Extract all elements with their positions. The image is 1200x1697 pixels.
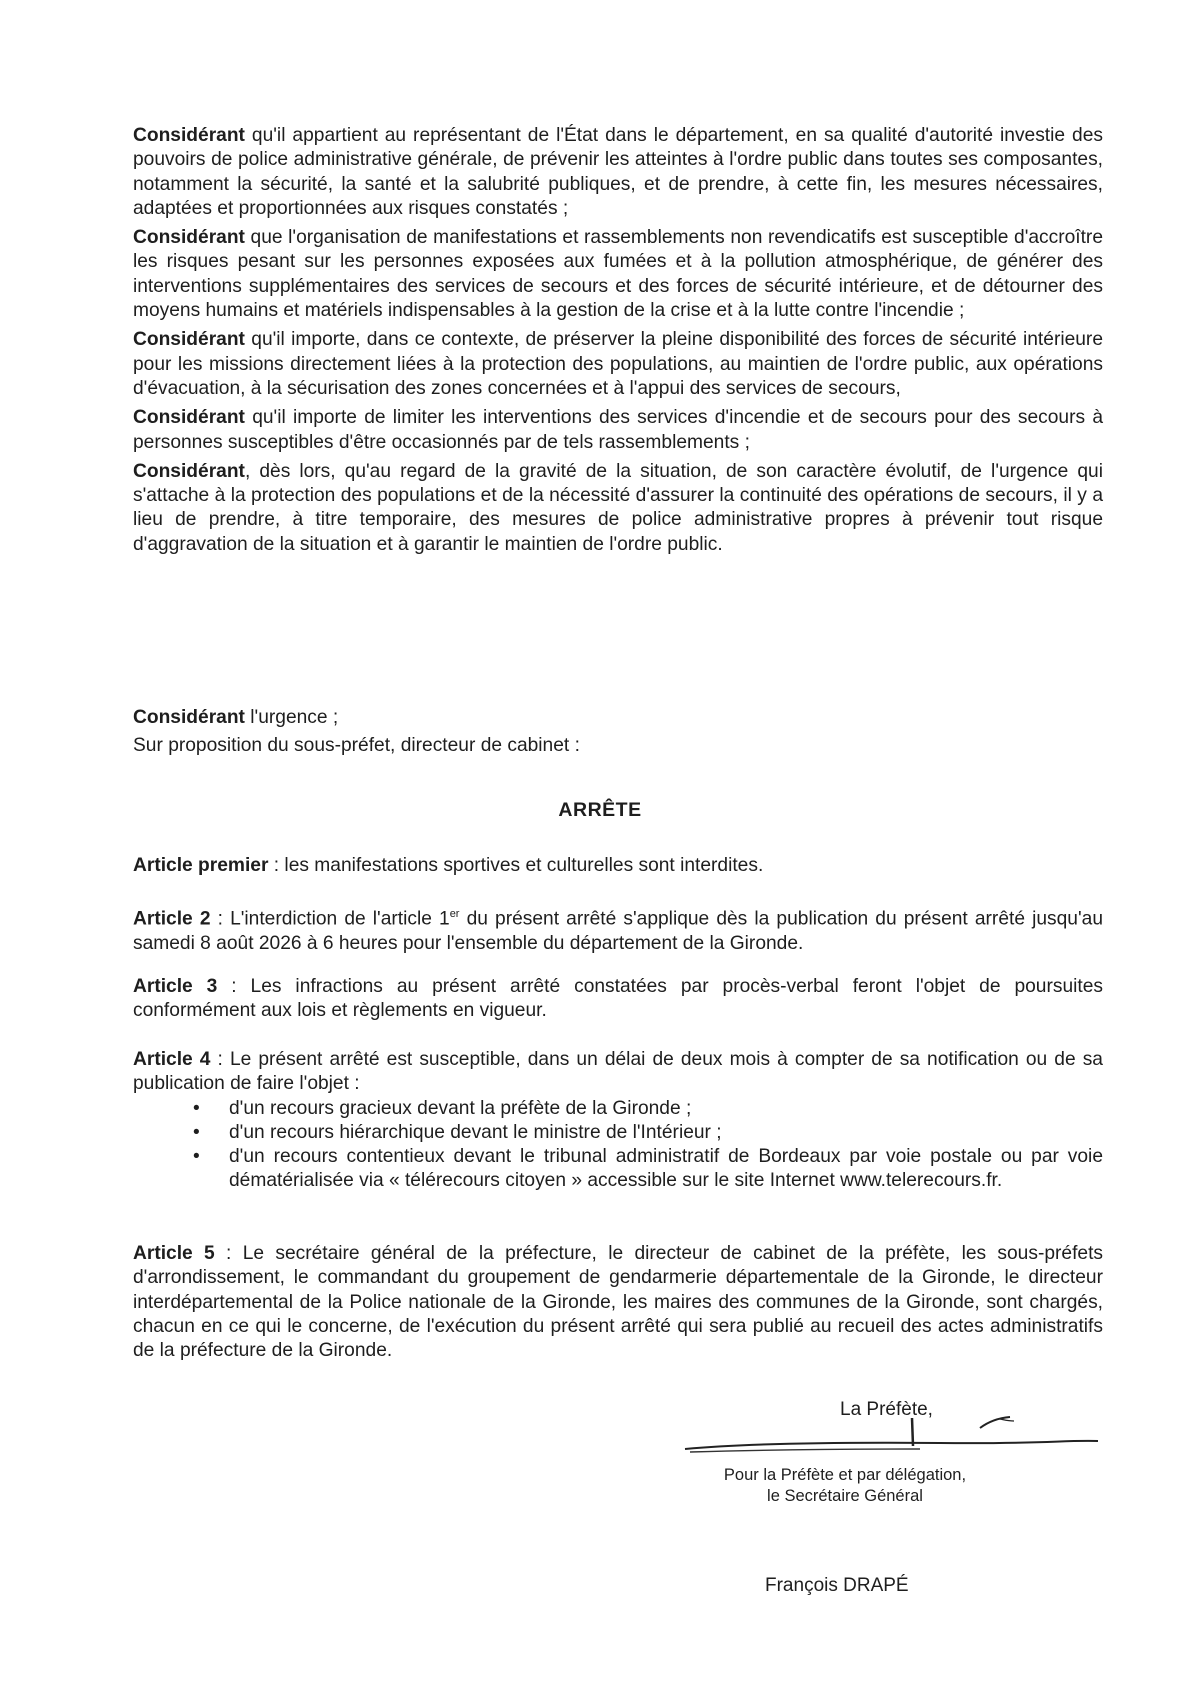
list-item: • d'un recours hiérarchique devant le ministre de l'Intérieur ; [193, 1121, 722, 1143]
considerant-4: Considérant qu'il importe de limiter les interventions des services d'incendie et de secours pour des secours à personnes susceptibles d'être occasionnés par de tels rassemblements ; [133, 407, 1103, 453]
considerant-3: Considérant qu'il importe, dans ce contexte, de préserver la pleine disponibilité des forces de sécurité intérieure pour les missions directement liées à la protection des populations, au maintien de l'ordre public, aux opérations d'évacuation, à la sécurisation des zones concernées et à l'appui des services de secours, [133, 329, 1103, 399]
list-item: • d'un recours gracieux devant la préfète de la Gironde ; [193, 1097, 692, 1119]
signatory-title: La Préfète, [840, 1399, 933, 1420]
considerants-block [133, 124, 1103, 557]
signatory-name: François DRAPÉ [765, 1575, 909, 1596]
considerant-urgence: Considérant l'urgence ; [133, 707, 339, 728]
recours-list [133, 1097, 1103, 1194]
article-5: Article 5 : Le secrétaire général de la préfecture, le directeur de cabinet de la préfète, les sous-préfets d'arrondissement, le commandant du groupement de gendarmerie départementale de la Gironde, le directeur interdépartemental de la Police nationale de la Gironde, les maires des communes de la Gironde, sont chargés, chacun en ce qui le concerne, de l'exécution du présent arrêté qui sera publié au recueil des actes administratifs de la préfecture de la Gironde. [133, 1243, 1103, 1362]
urgence-block [133, 706, 1103, 759]
list-item: • d'un recours contentieux devant le tribunal administratif de Bordeaux par voie postale ou par voie dématérialisée via « télérecours citoyen » accessible sur le site Internet www.telerecours.fr. [193, 1146, 1103, 1192]
delegation-text: Pour la Préfète et par délégation, le Secrétaire Général [723, 1466, 967, 1505]
proposition-line: Sur proposition du sous-préfet, directeur de cabinet : [133, 735, 580, 757]
considerant-5: Considérant, dès lors, qu'au regard de la gravité de la situation, de son caractère évolutif, de l'urgence qui s'attache à la protection des populations et de la nécessité d'assurer la continuité des opérations de secours, il y a lieu de prendre, à titre temporaire, des mesures de police administrative propres à prévenir tout risque d'aggravation de la situation et à garantir le maintien de l'ordre public. [133, 460, 1103, 555]
article-4: Article 4 : Le présent arrêté est susceptible, dans un délai de deux mois à compter de sa notification ou de sa publication de faire l'objet : • d'un recours gracieux devant la préfète de la Gironde ; • d'un recours hiérarchique devant le ministre de l'Intérieur ; • d'un recours contentieux devant le tribunal administratif de Bordeaux par voie postale ou par voie dématérialisée via « télérecours citoyen » accessible sur le site Internet www.telerecours.fr. [133, 1048, 1103, 1194]
article-2: Article 2 : L'interdiction de l'article 1er du présent arrêté s'applique dès la publication du présent arrêté jusqu'au samedi 8 août 2026 à 6 heures pour l'ensemble du département de la Gironde. [133, 908, 1103, 954]
considerant-2: Considérant que l'organisation de manifestations et rassemblements non revendicatifs est susceptible d'accroître les risques pesant sur les personnes exposées aux fumées et à la pollution atmosphérique, de générer des interventions supplémentaires des services de secours et des forces de sécurité intérieure, et de détourner des moyens humains et matériels indispensables à la gestion de la crise et à la lutte contre l'incendie ; [133, 227, 1103, 322]
article-3: Article 3 : Les infractions au présent arrêté constatées par procès-verbal feront l'objet de poursuites conformément aux lois et règlements en vigueur. [133, 976, 1103, 1022]
arrete-title: ARRÊTE [558, 799, 642, 821]
handwritten-signature [680, 1400, 1100, 1460]
considerant-1: Considérant qu'il appartient au représentant de l'État dans le département, en sa qualité d'autorité investie des pouvoirs de police administrative générale, de prévenir les atteintes à l'ordre public dans toutes ses composantes, notamment la sécurité, la santé et la salubrité publiques, et de prendre, à cette fin, les mesures nécessaires, adaptées et proportionnées aux risques constatés ; [133, 125, 1103, 219]
article-1: Article premier : les manifestations sportives et culturelles sont interdites. [133, 855, 764, 876]
